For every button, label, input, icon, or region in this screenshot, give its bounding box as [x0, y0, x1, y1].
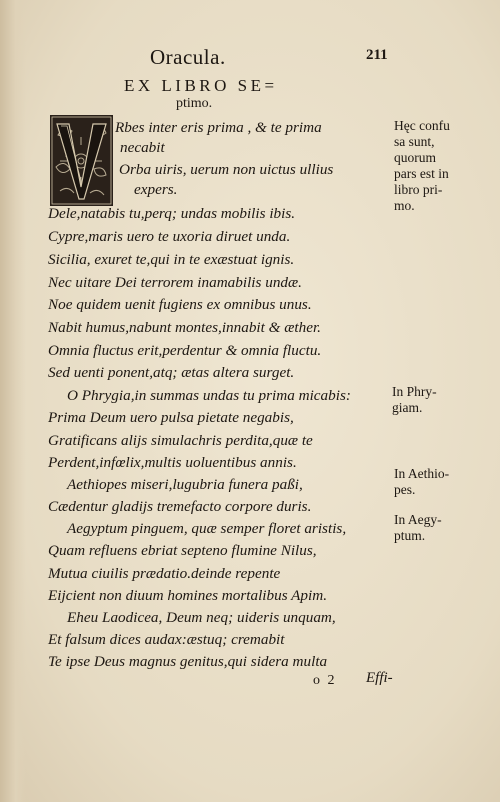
- section-title-line2: ptimo.: [176, 96, 213, 111]
- verse-line: expers.: [134, 181, 178, 198]
- verse-line: Aethiopes miseri,lugubria funera paßi,: [67, 476, 303, 493]
- folio-number: 211: [366, 47, 388, 63]
- margin-note-line: giam.: [392, 400, 423, 415]
- margin-note-line: pars est in: [394, 166, 449, 181]
- verse-line: Aegyptum pinguem, quæ semper floret aristis,: [67, 520, 347, 537]
- margin-note-line: sa sunt,: [394, 134, 435, 149]
- running-head: Oracula.: [150, 45, 226, 69]
- margin-note: [394, 118, 450, 214]
- verse-line: Omnia fluctus erit,perdentur & omnia fluctu.: [48, 342, 322, 359]
- decorated-initial: [50, 115, 113, 206]
- verse-line: Cædentur gladijs tremefacto corpore duris.: [48, 498, 312, 515]
- margin-note-line: ptum.: [394, 528, 426, 543]
- verse-line: Eheu Laodicea, Deum neq; uideris unquam,: [67, 609, 336, 626]
- verse-line: Cypre,maris uero te uxoria diruet unda.: [48, 228, 291, 245]
- margin-note-line: In Aethio-: [394, 466, 450, 481]
- margin-note: [394, 466, 449, 498]
- section-title-line1: EX LIBRO SE=: [124, 76, 278, 95]
- decorated-initial-icon: [50, 115, 113, 206]
- verse-line: Sicilia, exuret te,qui in te exæstuat ignis.: [48, 251, 295, 268]
- verse-line: Perdent,infœlix,multis uoluentibus annis.: [48, 454, 297, 471]
- verse-line: Prima Deum uero pulsa pietate negabis,: [48, 409, 294, 426]
- verse-line: Mutua ciuilis prædatio.deinde repente: [48, 565, 281, 582]
- verse-line: Nabit humus,nabunt montes,innabit & æther.: [48, 319, 321, 336]
- signature-mark: o 2: [313, 673, 337, 688]
- margin-note-line: Hęc confu: [394, 118, 450, 133]
- verse-line: Sed uenti ponent,atq; ætas altera surget.: [48, 364, 295, 381]
- margin-note: [394, 512, 442, 544]
- margin-note-line: In Aegy-: [394, 512, 442, 527]
- verse-line: O Phrygia,in summas undas tu prima micabis:: [67, 387, 351, 404]
- verse-line: Orba uiris, uerum non uictus ullius: [119, 161, 334, 178]
- margin-note-line: mo.: [394, 198, 415, 213]
- verse-line: Gratificans alijs simulachris perdita,quæ te: [48, 432, 313, 449]
- verse-line: Et falsum dices audax:æstuq; cremabit: [48, 631, 285, 648]
- verse-line: necabit: [120, 139, 165, 156]
- verse-line: Noe quidem uenit fugiens ex omnibus unus.: [48, 296, 312, 313]
- margin-note-line: libro pri-: [394, 182, 443, 197]
- verse-line: Quam refluens ebriat septeno flumine Nilus,: [48, 542, 317, 559]
- verse-line: Rbes inter eris prima , & te prima: [115, 119, 322, 136]
- page-gutter-shadow: [0, 0, 26, 802]
- verse-line: Te ipse Deus magnus genitus,qui sidera multa: [48, 653, 328, 670]
- margin-note-line: In Phry-: [392, 384, 437, 399]
- margin-note-line: pes.: [394, 482, 416, 497]
- margin-note: [392, 384, 437, 416]
- catchword: Effi-: [366, 670, 393, 686]
- verse-line: Eijcient non diuum homines mortalibus Apim.: [48, 587, 327, 604]
- margin-note-line: quorum: [394, 150, 436, 165]
- verse-line: Nec uitare Dei terrorem inamabilis undæ.: [48, 274, 302, 291]
- verse-line: Dele,natabis tu,perq; undas mobilis ibis.: [48, 205, 296, 222]
